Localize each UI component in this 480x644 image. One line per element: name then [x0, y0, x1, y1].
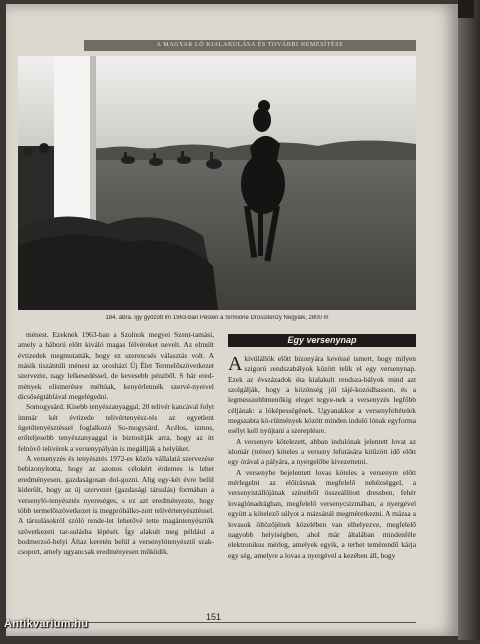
right-text-column [228, 354, 416, 644]
paragraph: A versenybe bejelentett lovas köteles a versenyre előtt mérlegelni az előírásnak megfelelő nehézséggel, a versenyistállójának színeiből összeállított dressben, fehér lovaglónadrágban, megfelelő versenycsizmában, a nyergével együtt a kötelező súlyot a mázsánál megméretkezni. A mázsa a lovasok öltözőjének közelében van elhelyezve, megfelelő nagyobb helyiségben, ahol már általában mindenféle elektronikus mérleg, amelyek egyik, a terhet temérendő kárja egy ség, amelyre a lovas a nyergével a kezében áll, hogy [228, 467, 416, 560]
paragraph: A versenyzés és tenyésztés 1972-es közös vállalatá szervezése bebizonyította, hogy az azonos célokért érdemes is lehet eredményesen, gazdaságosan dol-gozni. Alig egy-két évre belül kiderült, hogy az új szervezet (gazdasági társulás) formában a versenyló-tenyésztés nyereséges, s ez azt eredményezte, hogy több termelőszövetkezet is megpróbálko-zott telivértenyésztéssel. A társulásokról szóló rende-let lehetővé tette magántenyésztők szövetkezeti tar-sulásba lépését. Így alakult meg például a bodmerzsó-helyi Áltaz keretén belül a versenylótenyésztő szak-csoport, amely ugyancsak eredményesen működik. [18, 454, 214, 557]
horse-race-photo [18, 56, 416, 310]
paragraph [228, 354, 416, 437]
watermark-logo: Antikvarium.hu [4, 618, 89, 630]
left-text-column [18, 330, 214, 630]
page-number: 151 [206, 612, 222, 622]
book-spine-shadow [458, 0, 480, 640]
paragraph-text: kívülállók előtt bizonyára kevéssé ismert, hogy milyen szigorú rendszabályok között telik el egy versenynap. Ezek az évszázadok óta kialakult rendsza-bályok mind azt szolgálják, hogy a közönség jól tájé-kozódhasson, és a legmesszebbmenőkig eleget tegye-nek a versenyzés legfőbb céljának: a lóképességének. Ugyanakkor a versenyfeltételek megszabta kö-rülmények között minden induló lónak egyforma esélyt kell nyújtani a szereplésre. [228, 354, 416, 436]
paragraph: ménest. Ezeknek 1963-ban a Szolnok megyei Szent-tamási, amely a háború előtt kiváló magas félvéreket nevelt. Az elmúlt évtizedek megmutatták, hogy ez szerencsés választás volt. A másik tiszántúli ménest az orosházi Új Élet Termelőszövetkezet szervezte, nagy lelkesedéssel, de kevesebb pénzből. S bár ered-mények elismerésre méltóak, kenyérlennék szervé-nyeivel dicsőségtáblával megelégedni. [18, 330, 214, 402]
figure-caption: 184. ábra. Így győzött im 1963-ban Pesten a Sirmione Drossitenzy Negyáik, 2800 m [105, 315, 329, 321]
paragraph: Somogysárd. Kisebb tenyészanyaggal, 20 telivér kancával folyt immár két évtizede telivértenyész-tés az egyetlent ügetőtenyésztéssel foglalkozó So-mogysárd. Acélos, izmos, erőteljesebb tenyészanyaggal is biztosítják arra, hogy az itt felnövő telivérek a versenypályán is megállják a helyüket. [18, 402, 214, 453]
running-head: A MAGYAR LÓ KIALAKULÁSA ÉS TOVÁBBI NEMESÍTÉSE [84, 40, 416, 51]
book-page [6, 4, 458, 636]
photo-illustration [18, 56, 416, 310]
drop-cap: A [228, 354, 243, 375]
page-corner [458, 0, 474, 18]
section-title: Egy versenynap [228, 334, 416, 347]
paragraph: A versenyre kötelezett, abban indulónak jelentett lovat az idomár (tréner) köteles a verseny lefutására kitűzött idő előtt egy órával a pályára, a nyergelőbe kivezettetni. [228, 436, 416, 467]
